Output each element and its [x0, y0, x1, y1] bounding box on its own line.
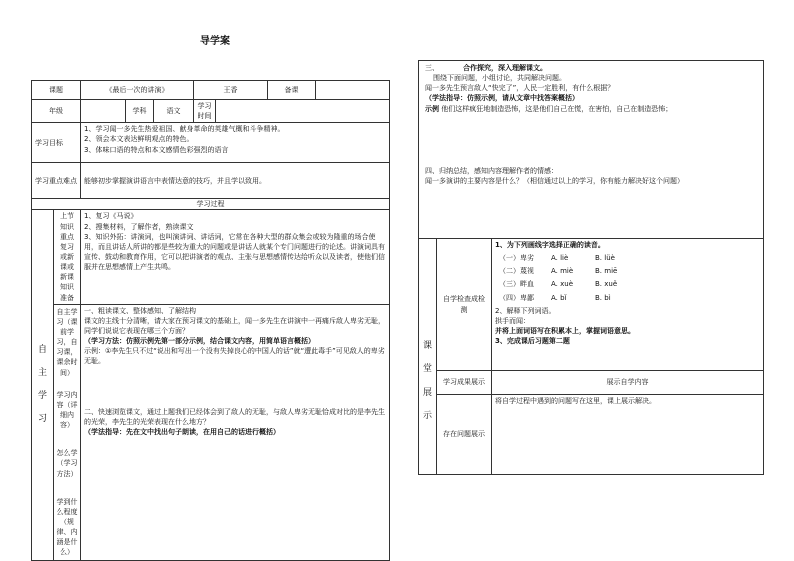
self-study-content — [81, 304, 390, 560]
topic-value: 《最后一次的讲演》 — [81, 81, 194, 100]
key-text: 能够初步掌握演讲语言中表情达意的技巧，并且学以致用。 — [81, 163, 390, 199]
goal-item: 1、学习闻一多先生热爱祖国、献身革命的英雄气概和斗争精神。 — [84, 125, 285, 134]
time-value — [216, 100, 390, 123]
beike-label: 备课 — [268, 81, 316, 100]
grade-value — [81, 100, 126, 123]
option-word: （三）畔血 — [499, 280, 534, 289]
right-page — [418, 60, 764, 475]
check-q1: 1、为下列画线字选择正确的读音。 — [495, 241, 605, 249]
example-text: 他们这样疯狂地制造恐怖，这是他们自己在慌，在害怕，自己在制造恐怖； — [441, 104, 673, 113]
beike-value — [316, 81, 390, 100]
topic-label: 课题 — [32, 81, 81, 100]
example: 示例：①李先生只不过“说出和写出一个没有失掉良心的中国人的话”就“遭此毒手”可见敌人的卑劣无耻。 — [84, 347, 385, 366]
option-a: A. xuè — [551, 280, 574, 289]
content-label: 学习内容（详细内容） — [56, 390, 78, 430]
results-label: 学习成果展示 — [437, 371, 492, 395]
check-q2: 2、解释下列词语。 — [495, 306, 556, 315]
time-label: 学习时间 — [194, 100, 216, 123]
explore-question: 闻一多先生预言敌人“快完了”，人民一定胜利，有什么根据？ — [425, 84, 615, 93]
subject-value: 语文 — [154, 100, 194, 123]
option-row — [499, 279, 760, 289]
explore-heading: 合作探究，深入理解课文。 — [463, 64, 547, 72]
prev-line: 1、复习《马说》 — [84, 212, 138, 221]
option-row — [499, 253, 760, 263]
check-q2-note: 并将上面词语写在积累本上，掌握词语意思。 — [495, 326, 635, 335]
self-study-char: 主 — [37, 367, 47, 378]
option-a: A. liè — [551, 254, 569, 263]
prev-knowledge-content — [81, 210, 390, 304]
explore-method: （学法指导：仿照示例，请从文章中找答案概括） — [425, 94, 579, 103]
classroom-char: 展 — [422, 387, 432, 398]
goals-label: 学习目标 — [32, 123, 81, 163]
summary-question: 闻一多演讲的主要内容是什么？（相信通过以上的学习，你有能力解决好这个问题） — [425, 176, 684, 185]
problems-value: 将自学过程中遇到的问题写在这里，课上展示解决。 — [492, 395, 764, 475]
self-study-label — [32, 210, 54, 560]
page-title: 导学案 — [200, 36, 230, 47]
process-label: 学习过程 — [32, 199, 390, 210]
author-name: 王香 — [194, 81, 268, 100]
option-a: A. bǐ — [551, 293, 567, 302]
option-row — [499, 293, 760, 303]
check-label: 自学检查成检测 — [437, 239, 492, 371]
step-2: 二、快速浏览课文，通过上题我们已经体会到了敌人的无耻，与敌人卑劣无耻恰成对比的是李先生的光荣，李先生的光荣表现在什么地方？ — [84, 407, 385, 426]
subject-label: 学科 — [126, 100, 154, 123]
goals-list — [81, 123, 390, 163]
prev-line: 3、知识外拓：讲演词，也叫演讲词、讲话词，它常在各种大型的群众集会或较为隆重的场合使用，而且讲话人所讲的都是些较为重大的问题或是讲话人就某个专门问题进行的论述。讲演词具有宣传、鼓动和教育作用，它可以把讲演者的观点、主张与思想感情传达给听众以及读者，使他们信服并在思想感情上产生共鸣。 — [84, 232, 385, 272]
self-study-labels — [54, 304, 81, 560]
self-study-char: 自 — [37, 344, 47, 355]
results-value: 展示自学内容 — [492, 371, 764, 395]
step-1-text: 课文的主线十分清晰，请大家在预习课文的基础上，闻一多先生在讲演中一再痛斥敌人卑劣无耻，同学们说说它表现在哪三个方面？ — [84, 316, 385, 335]
right-table — [418, 60, 764, 475]
example-label: 示例 — [425, 104, 439, 113]
option-word: （四）卑鄙 — [499, 293, 534, 302]
left-table — [31, 80, 390, 561]
explore-num: 三、 — [425, 64, 439, 72]
option-b: B. bì — [595, 293, 611, 302]
self-study-char: 学 — [37, 390, 47, 401]
option-word: （二）蔑视 — [499, 267, 534, 276]
classroom-char: 示 — [422, 410, 432, 421]
option-b: B. miē — [595, 267, 618, 276]
classroom-label — [419, 239, 437, 475]
check-q3: 3、完成课后习题第二题 — [495, 337, 570, 346]
option-b: B. xuě — [595, 280, 618, 289]
prev-line: 2、搜集材料，了解作者，熟读课文 — [84, 222, 194, 231]
grade-label: 年级 — [32, 100, 81, 123]
gain-label: 学到什么程度（规律、内涵是什么） — [56, 497, 78, 557]
check-q2-sub: 拱手而闻： — [495, 316, 530, 325]
goal-item: 2、领会本文表达鲜明观点的特色。 — [84, 135, 194, 144]
key-label: 学习重点难点 — [32, 163, 81, 199]
explore-line: 围绕下面问题，小组讨论，共同解决问题。 — [433, 74, 566, 83]
option-word: （一）卑劣 — [499, 254, 534, 263]
goal-item: 3、体味口语的特点和本文感情色彩强烈的语言 — [84, 145, 229, 154]
classroom-char: 堂 — [422, 364, 432, 375]
self-study-time-label: 自主学习（课前学习，自习课，课余时间） — [56, 307, 78, 377]
prev-knowledge-label: 上节知识重点复习或新课或新课知识准备 — [54, 210, 81, 304]
how-label: 怎么学（学习方法） — [56, 449, 78, 478]
method-note: （学习方法：仿照示例先第一部分示例，结合课文内容，用简单语言概括） — [84, 337, 315, 346]
option-row — [499, 266, 760, 276]
classroom-char: 课 — [422, 341, 432, 352]
method-note-2: （学法指导：先在文中找出句子朗读，在用自己的话进行概括） — [84, 427, 280, 436]
option-a: A. miè — [551, 267, 574, 276]
problems-label: 存在问题展示 — [437, 395, 492, 475]
check-content — [492, 239, 764, 371]
option-b: B. lüè — [595, 254, 615, 263]
summary-heading: 四、归纳总结，感知内容理解作者的情感： — [425, 166, 558, 175]
self-study-char: 习 — [37, 414, 47, 424]
left-page — [31, 80, 390, 561]
step-1: 一、粗读课文、整体感知、了解结构 — [84, 306, 196, 315]
explore-cell — [419, 61, 764, 239]
